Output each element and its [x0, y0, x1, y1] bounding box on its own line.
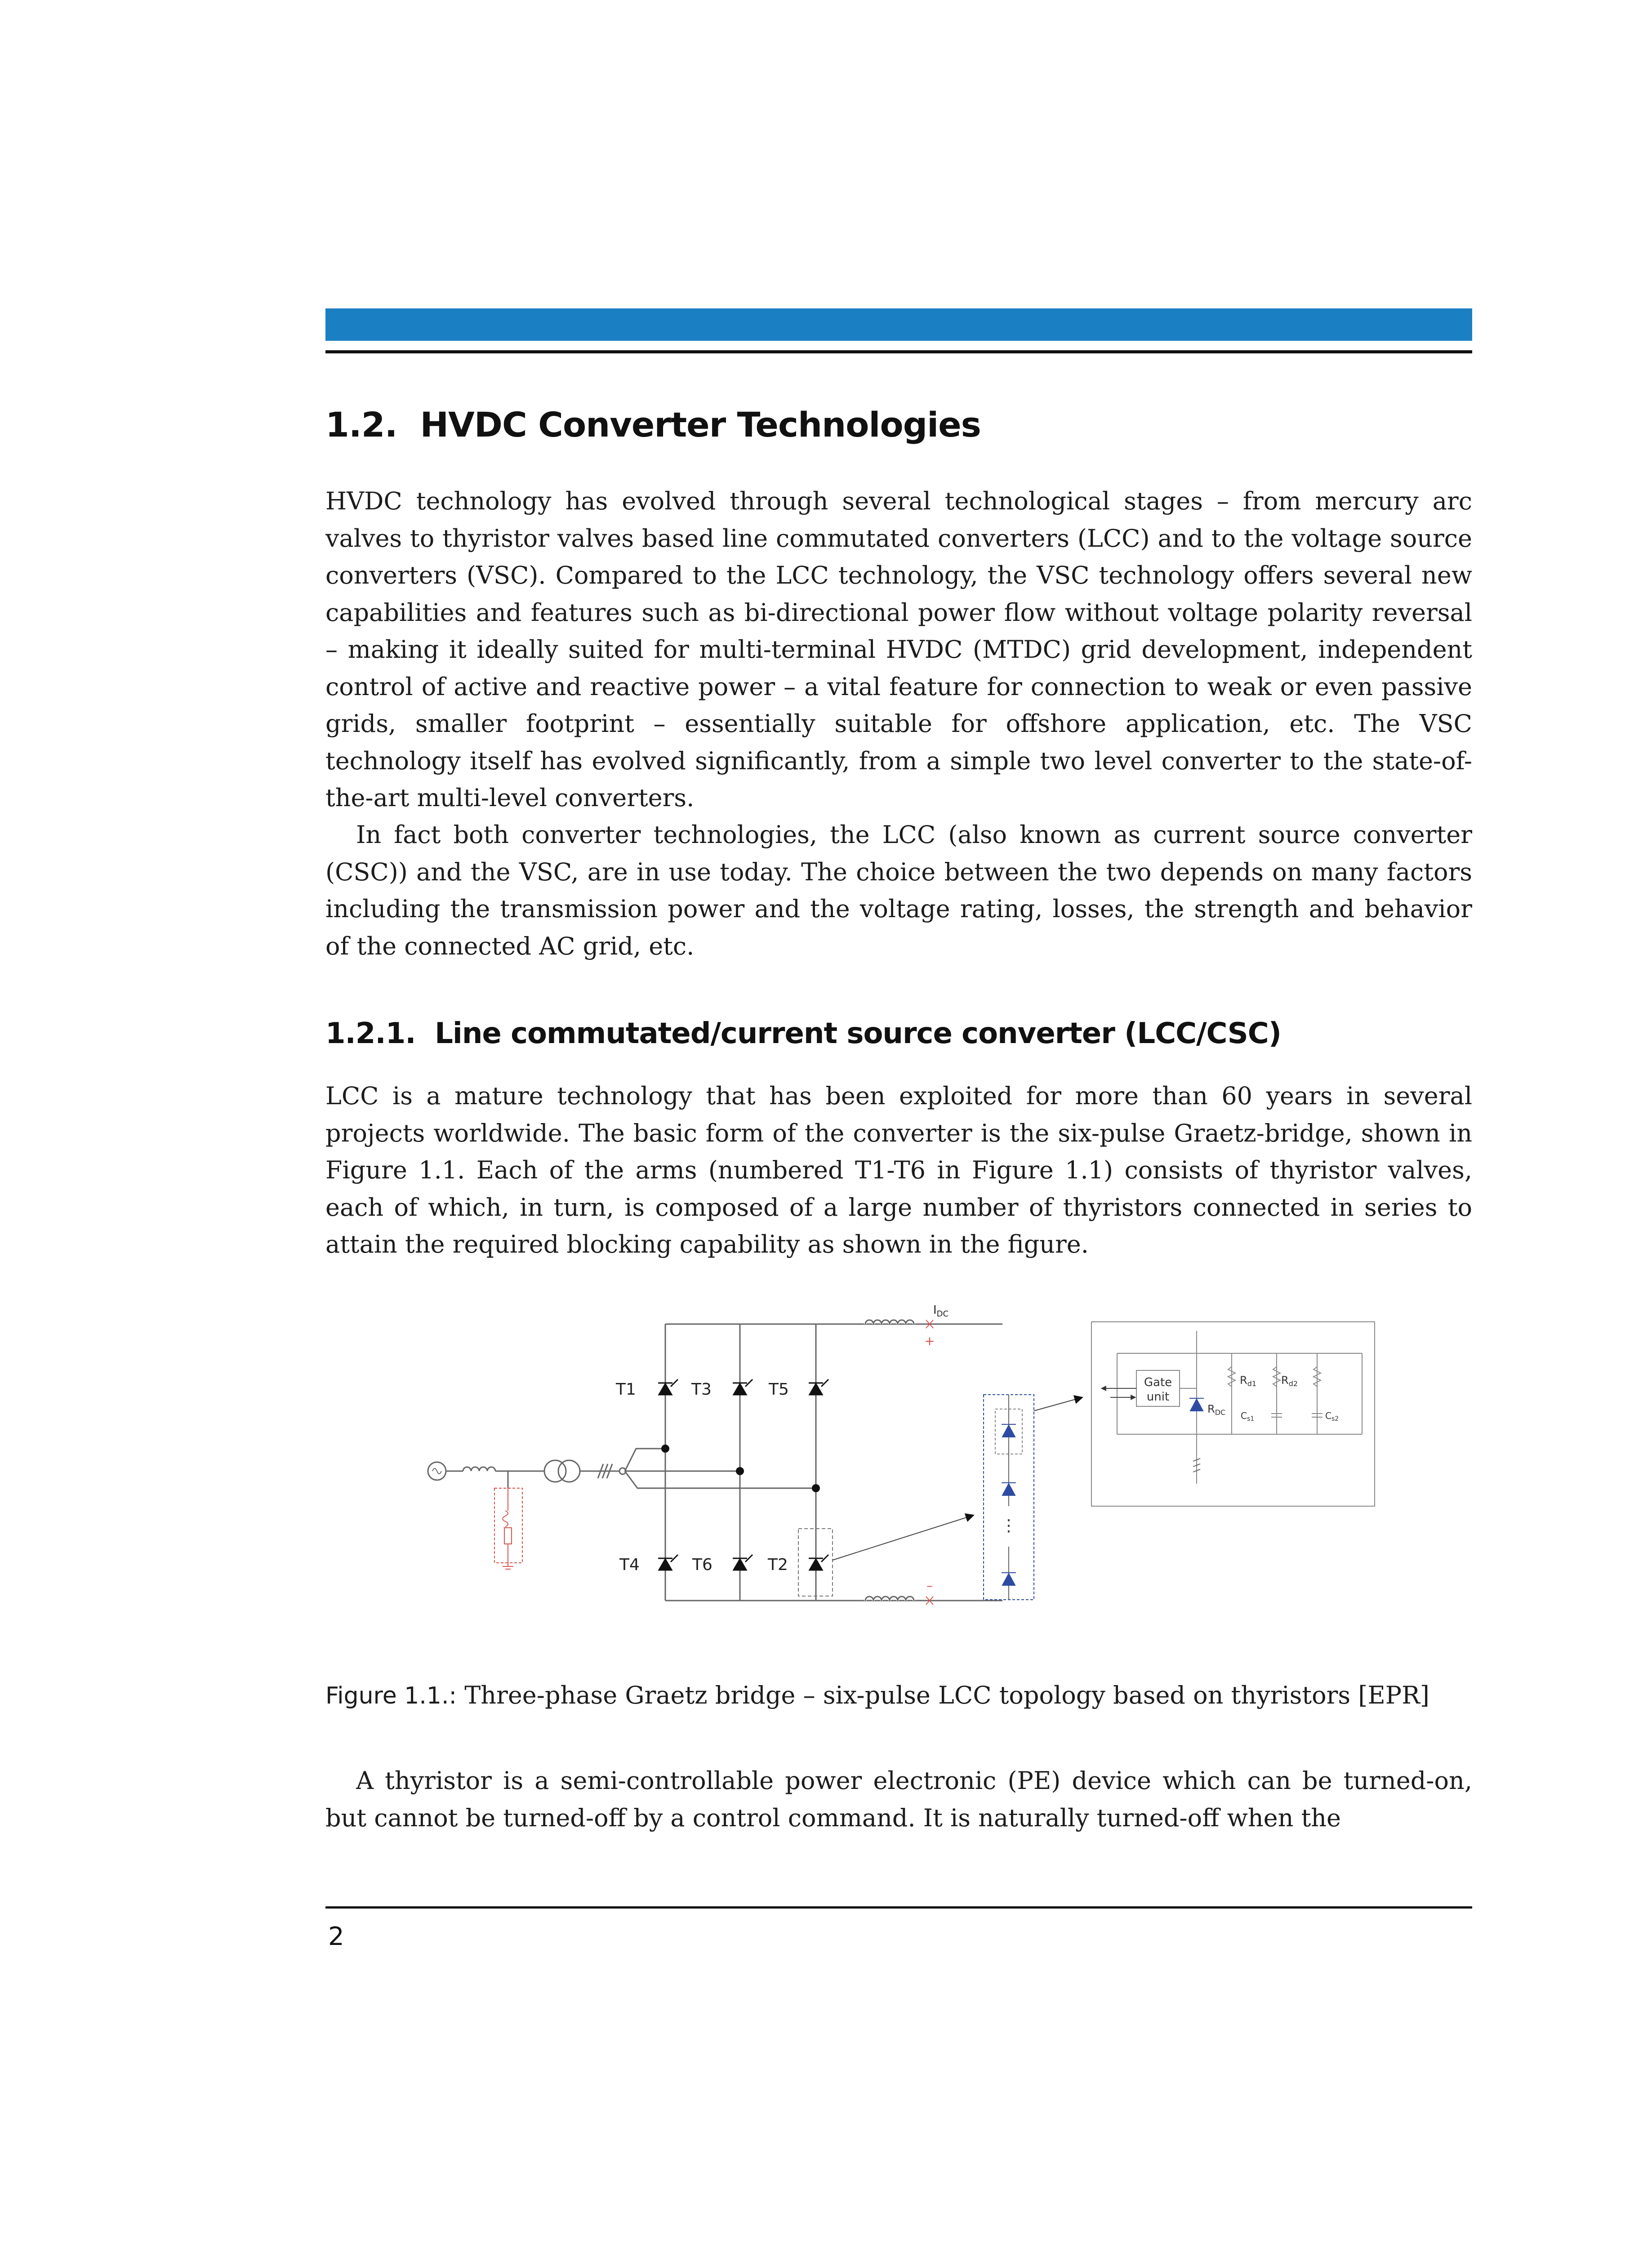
valve-stack-dots: ⋮: [1001, 1517, 1017, 1535]
paragraph-hvdc-evolution: HVDC technology has evolved through several technological stages – from mercury arc valves to thyristor valves based line commutated converters (LCC) and to the voltage source converters (VSC). Compared to the LCC technology, the VSC technology offers several new capabilities and features such as bi-directional power flow without voltage polarity reversal – making it ideally suited for multi-terminal HVDC (MTDC) grid development, independent control of active and reactive power – a vital feature for connection to weak or even passive grids, smaller footprint – essentially suitable for offshore application, etc. The VSC technology itself has evolved significantly, from a simple two level converter to the state-of-the-art multi-level converters.: [325, 487, 1472, 812]
page-number: 2: [328, 1922, 344, 1951]
ac-filter-icon: [494, 1488, 522, 1569]
figure-caption-label: Figure 1.1.:: [325, 1682, 457, 1709]
label-t1: T1: [616, 1380, 636, 1399]
dc-plus-label: +: [924, 1334, 935, 1348]
label-t2: T2: [768, 1556, 788, 1574]
transformer-icon: [544, 1460, 566, 1482]
figure-caption: [325, 1679, 1472, 1712]
arrow-t2-to-valve: [833, 1515, 974, 1560]
label-t6: T6: [692, 1556, 712, 1574]
label-rd2: $R_{d2}$: [1281, 1374, 1298, 1388]
figure-graetz-bridge: [423, 1304, 1385, 1637]
label-cs1: $C_{s1}$: [1241, 1410, 1255, 1423]
subsection-title: Line commutated/current source converter (LCC/CSC): [435, 1017, 1281, 1050]
label-rd1: $R_{d1}$: [1240, 1374, 1257, 1388]
label-rdc: $R_{DC}$: [1207, 1403, 1226, 1417]
thyristor-valve-stack: [984, 1395, 1034, 1600]
dc-minus-label: –: [926, 1578, 933, 1593]
section-title: HVDC Converter Technologies: [420, 405, 981, 445]
paragraph-converter-choice: In fact both converter technologies, the LCC (also known as current source converter (CSC)) and the VSC, are in use today. The choice between the two depends on many factors including the transmission power and the voltage rating, losses, the strength and behavior of the connected AC grid, etc.: [325, 821, 1472, 960]
gate-unit-label-line1: Gate: [1144, 1376, 1172, 1389]
arrow-valve-to-detail: [1034, 1397, 1082, 1411]
header-rule: [325, 350, 1472, 353]
thyristor-level-detail: [1091, 1322, 1375, 1506]
label-t4: T4: [619, 1556, 640, 1574]
header-accent-bar: [325, 308, 1472, 341]
subsection-heading: [325, 1017, 1281, 1050]
paragraph-lcc-description: LCC is a mature technology that has been exploited for more than 60 years in several projects worldwide. The basic form of the converter is the six-pulse Graetz-bridge, shown in Figure 1.1. Each of the arms (numbered T1-T6 in Figure 1.1) consists of thyristor valves, each of which, in turn, is composed of a large number of thyristors connected in series to attain the required blocking capability as shown in the figure.: [325, 1082, 1472, 1258]
thyristor-icons: [658, 1379, 828, 1570]
section-number: 1.2.: [325, 405, 397, 445]
label-idc: $I_{DC}$: [933, 1304, 949, 1319]
paragraph-thyristor-intro: A thyristor is a semi-controllable power electronic (PE) device which can be turned-on, but cannot be turned-off by a control command. It is naturally turned-off when the: [325, 1766, 1472, 1832]
label-t3: T3: [691, 1380, 712, 1399]
subsection-number: 1.2.1.: [325, 1017, 416, 1050]
figure-caption-text: Three-phase Graetz bridge – six-pulse LCC topology based on thyristors [EPR]: [457, 1681, 1429, 1709]
label-t5: T5: [769, 1380, 789, 1399]
footer-rule: [325, 1906, 1472, 1909]
ac-inductor-icon: [463, 1467, 495, 1471]
section-heading: [325, 405, 981, 445]
gate-unit-label-line2: unit: [1146, 1390, 1170, 1404]
label-cs2: $C_{s2}$: [1325, 1410, 1339, 1423]
circuit-diagram: [423, 1304, 1385, 1637]
